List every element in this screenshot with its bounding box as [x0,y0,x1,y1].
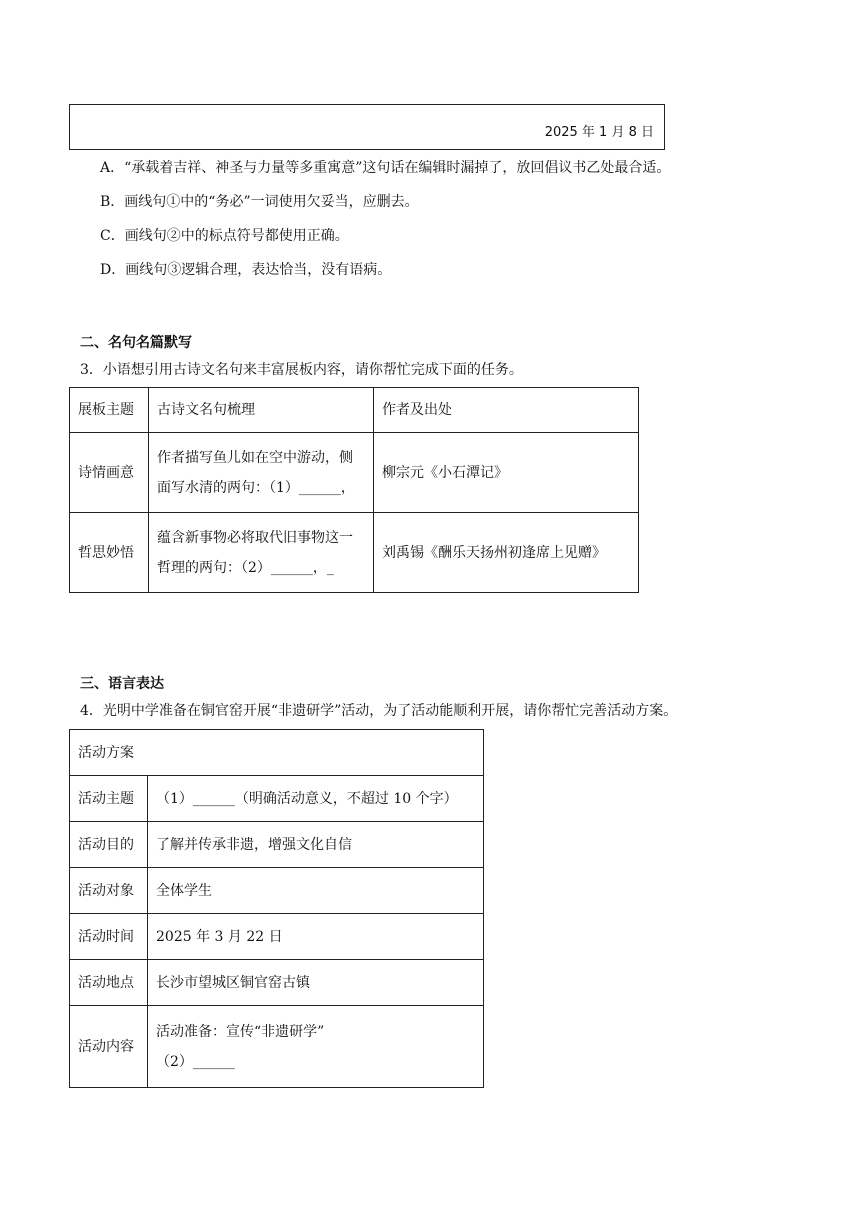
table-row [70,960,484,1006]
table-cell-source: 刘禹锡《酬乐天扬州初逢席上见赠》 [374,513,639,593]
plan-label: 活动地点 [70,960,148,1006]
option-c: C．画线句②中的标点符号都使用正确。 [100,228,349,244]
plan-value: 长沙市望城区铜官窑古镇 [148,960,484,1006]
section-title-3: 三、语言表达 [80,676,164,692]
table-header: 展板主题 [70,388,149,433]
plan-value: 2025 年 3 月 22 日 [148,914,484,960]
plan-value: （1）______（明确活动意义，不超过 10 个字） [148,776,484,822]
table-row [70,433,639,513]
table-row [70,914,484,960]
table-header: 古诗文名句梳理 [149,388,374,433]
table-row [70,868,484,914]
table-row [70,513,639,593]
plan-label: 活动主题 [70,776,148,822]
question-3: 3．小语想引用古诗文名句来丰富展板内容，请你帮忙完成下面的任务。 [80,362,523,378]
table-row [70,776,484,822]
activity-plan-table [69,729,484,1088]
plan-value [148,1006,484,1088]
plan-label: 活动目的 [70,822,148,868]
option-a: A．“承载着吉祥、神圣与力量等多重寓意”这句话在编辑时漏掉了，放回倡议书乙处最合适。 [100,160,671,176]
plan-value: 了解并传承非遗，增强文化自信 [148,822,484,868]
plan-title-row [70,730,484,776]
plan-title: 活动方案 [70,730,484,776]
table-header: 作者及出处 [374,388,639,433]
table-cell-theme: 哲思妙悟 [70,513,149,593]
table-cell-theme: 诗情画意 [70,433,149,513]
plan-label: 活动时间 [70,914,148,960]
section-title-2: 二、名句名篇默写 [80,335,192,351]
table-row [70,822,484,868]
poem-table [69,387,639,593]
plan-content-line: 活动准备：宣传“非遗研学” [156,1023,325,1040]
table-cell-content: 蕴含新事物必将取代旧事物这一哲理的两句：（2）______，_ [149,513,374,593]
option-b: B．画线句①中的“务必”一词使用欠妥当，应删去。 [100,194,419,210]
table-header-row [70,388,639,433]
option-d: D．画线句③逻辑合理，表达恰当，没有语病。 [100,262,392,278]
table-cell-source: 柳宗元《小石潭记》 [374,433,639,513]
plan-label: 活动对象 [70,868,148,914]
table-row [70,1006,484,1088]
table-cell-content: 作者描写鱼儿如在空中游动，侧面写水清的两句：（1）______， [149,433,374,513]
plan-label: 活动内容 [70,1006,148,1088]
plan-content-line: （2）______ [156,1053,235,1070]
question-4: 4．光明中学准备在铜官窑开展“非遗研学”活动，为了活动能顺利开展，请你帮忙完善活动方案。 [80,703,678,719]
letter-box [69,104,665,150]
plan-value: 全体学生 [148,868,484,914]
letter-date: 2025 年 1 月 8 日 [544,125,654,140]
